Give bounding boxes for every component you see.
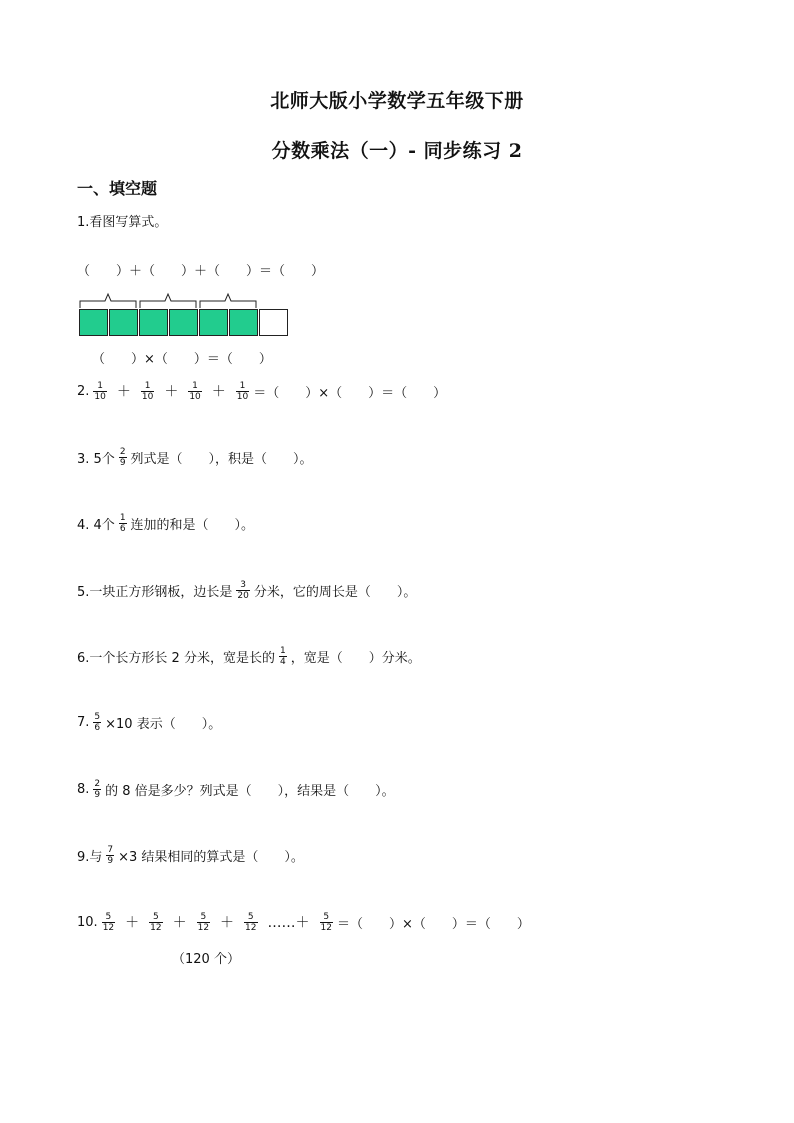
question-text: 分米，它的周长是（ ）。	[253, 584, 417, 600]
q1-sum-line	[77, 254, 324, 284]
q1-mul-line	[92, 342, 272, 372]
question-text: ，宽是（ ）分米。	[290, 650, 421, 666]
question-number: 10.	[77, 914, 98, 930]
question-text: 5.一块正方形钢板，边长是	[77, 584, 233, 600]
question-6	[77, 641, 421, 671]
filled-cell	[169, 309, 198, 336]
question-1	[77, 205, 167, 235]
answer-blanks: （ ）×（ ）＝（ ）	[92, 351, 272, 367]
fraction: $\frac{1}{6}$	[119, 512, 126, 534]
question-4	[77, 508, 254, 538]
question-3	[77, 442, 313, 472]
brace-group	[79, 292, 289, 310]
fraction: $\frac{1}{10}$	[141, 380, 154, 402]
question-text: 6.一个长方形长 2 分米，宽是长的	[77, 650, 275, 666]
ellipsis-plus: ……＋	[267, 915, 310, 931]
filled-cell	[79, 309, 108, 336]
fraction: $\frac{1}{10}$	[236, 380, 249, 402]
fraction: $\frac{3}{20}$	[237, 579, 249, 601]
filled-cell	[229, 309, 258, 336]
question-5	[77, 575, 416, 605]
plus-sign: ＋	[125, 915, 140, 931]
filled-cell	[139, 309, 168, 336]
question-10	[77, 907, 530, 937]
fraction: $\frac{2}{9}$	[119, 446, 126, 468]
term-count-note: （120 个）	[172, 952, 240, 967]
question-text: ×10 表示（ ）。	[105, 716, 222, 732]
question-text: 的 8 倍是多少？列式是（ ），结果是（ ）。	[105, 783, 395, 799]
question-text: 4. 4个	[77, 517, 115, 533]
question-text: 1.看图写算式。	[77, 214, 168, 230]
plus-sign: ＋	[172, 915, 187, 931]
question-7	[77, 707, 221, 737]
fraction: $\frac{5}{12}$	[197, 911, 210, 933]
plus-sign: ＋	[220, 915, 235, 931]
plus-sign: ＋	[116, 384, 131, 400]
question-text: 3. 5个	[77, 451, 115, 467]
empty-cell	[259, 309, 288, 336]
fraction: $\frac{5}{12}$	[245, 911, 257, 933]
page-subtitle: 分数乘法（一）- 同步练习 2	[271, 140, 523, 162]
answer-blanks: （ ）＋（ ）＋（ ）＝（ ）	[77, 263, 325, 279]
filled-cell	[199, 309, 228, 336]
question-8	[77, 774, 395, 804]
fraction: $\frac{5}{12}$	[102, 911, 115, 933]
question-2	[77, 376, 446, 406]
plus-sign: ＋	[211, 384, 226, 400]
fraction: $\frac{1}{4}$	[279, 645, 286, 667]
question-text: 列式是（ ），积是（ ）。	[130, 451, 313, 467]
question-text: ×3 结果相同的算式是（ ）。	[118, 849, 304, 865]
answer-blanks: ＝（ ）×（ ）＝（ ）	[336, 916, 530, 932]
page-title: 北师大版小学数学五年级下册	[270, 90, 524, 112]
section-heading: 一、填空题	[77, 179, 158, 198]
question-text: 9.与	[77, 849, 103, 865]
fraction: $\frac{2}{9}$	[94, 778, 101, 800]
question-9	[77, 840, 304, 870]
fraction: $\frac{7}{9}$	[107, 844, 114, 866]
fraction: $\frac{1}{10}$	[189, 380, 201, 402]
question-text: 连加的和是（ ）。	[130, 517, 255, 533]
filled-cell	[109, 309, 138, 336]
question-number: 8.	[77, 781, 90, 797]
fraction: $\frac{5}{12}$	[320, 911, 332, 933]
fraction: $\frac{5}{6}$	[94, 711, 101, 733]
fraction: $\frac{5}{12}$	[150, 911, 162, 933]
fraction: $\frac{1}{10}$	[94, 380, 106, 402]
plus-sign: ＋	[164, 384, 179, 400]
answer-blanks: ＝（ ）×（ ）＝（ ）	[253, 385, 447, 401]
question-number: 7.	[77, 714, 90, 730]
question-number: 2.	[77, 383, 90, 399]
